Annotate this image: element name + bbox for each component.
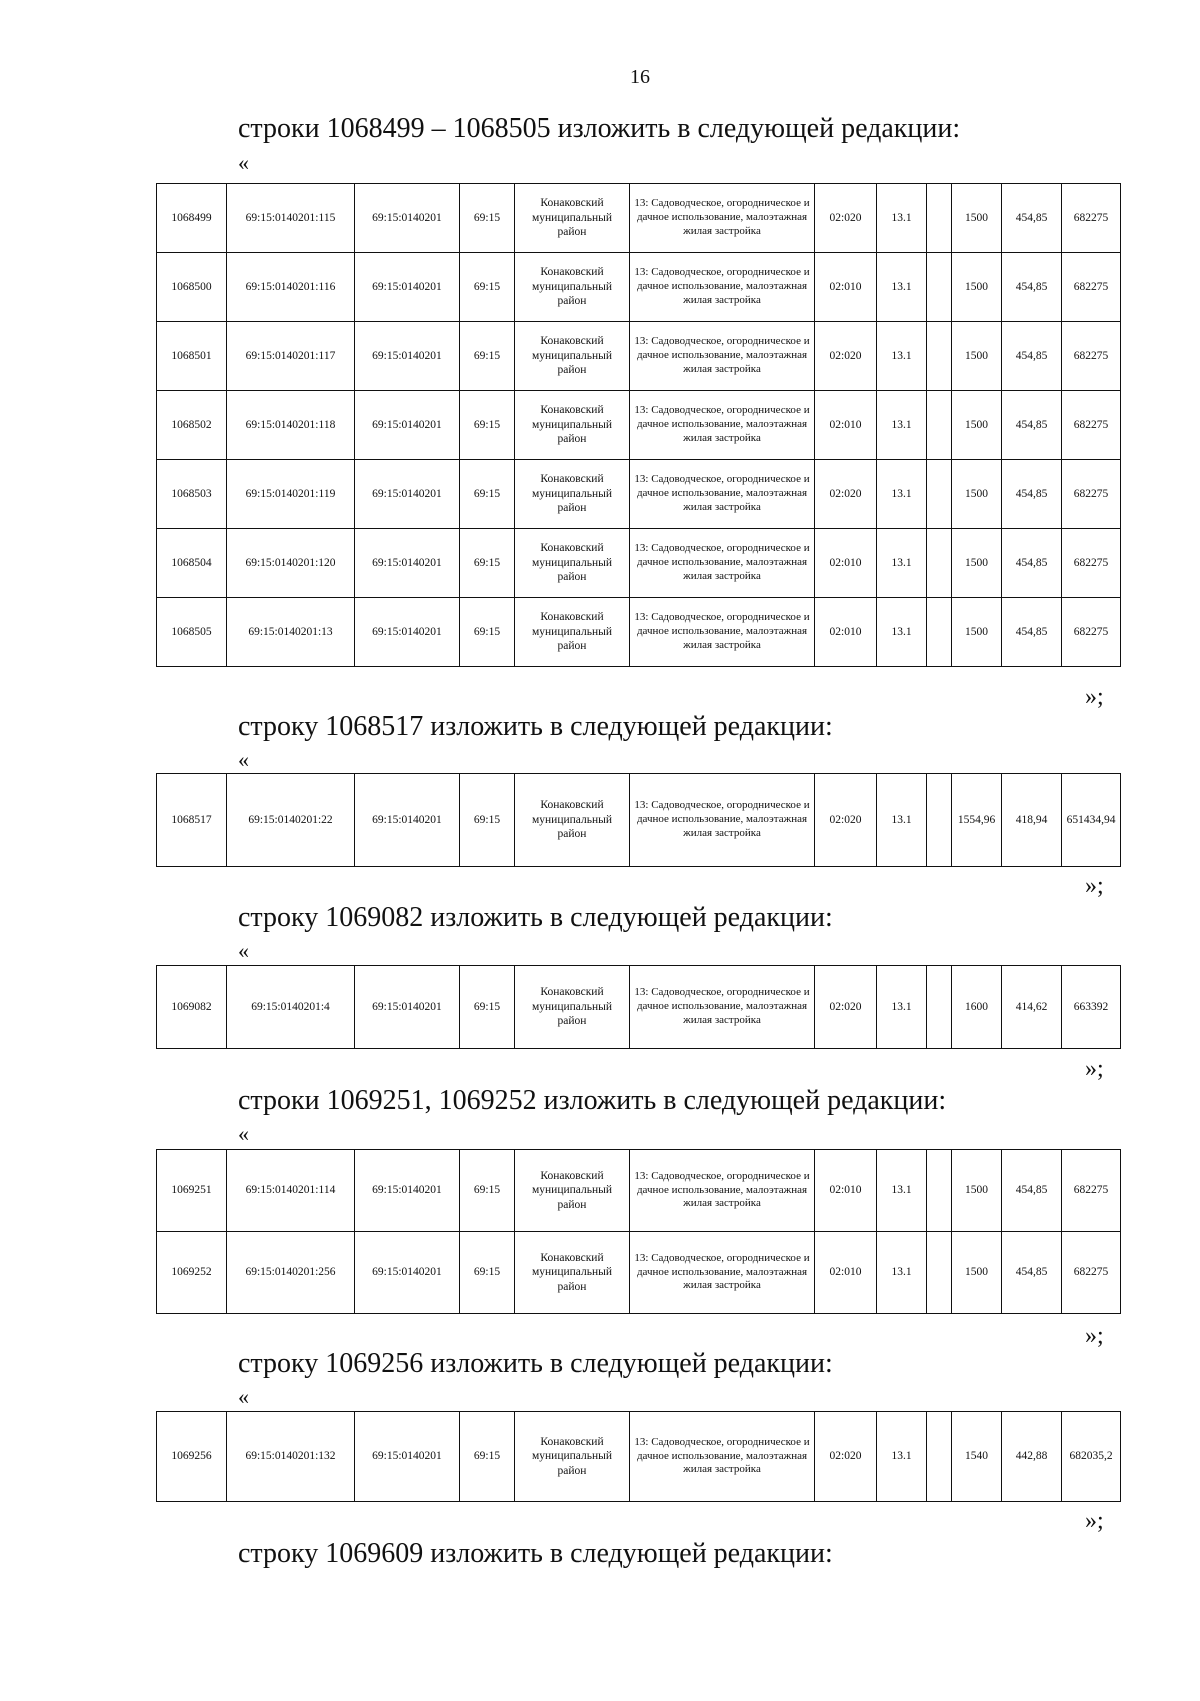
table-row bbox=[157, 322, 1121, 391]
cell-cadastral-number: 69:15:0140201:115 bbox=[227, 184, 355, 253]
cell-land-use: 13: Садоводческое, огородническое и дачное использование, малоэтажная жилая застройка bbox=[630, 774, 815, 867]
cell-empty bbox=[927, 184, 952, 253]
cell-cadastral-quarter: 69:15:0140201 bbox=[355, 598, 460, 667]
opening-quote: « bbox=[238, 1121, 249, 1146]
cell-land-use: 13: Садоводческое, огородническое и дачное использование, малоэтажная жилая застройка bbox=[630, 598, 815, 667]
cell-cadastral-quarter: 69:15:0140201 bbox=[355, 253, 460, 322]
cell-cadastral-quarter: 69:15:0140201 bbox=[355, 322, 460, 391]
cell-land-use: 13: Садоводческое, огородническое и дачное использование, малоэтажная жилая застройка bbox=[630, 1412, 815, 1502]
cell-empty bbox=[927, 1412, 952, 1502]
register-table bbox=[156, 183, 1121, 667]
register-table bbox=[156, 773, 1121, 867]
opening-quote: « bbox=[238, 747, 249, 772]
cell-cadastral-value: 682275 bbox=[1062, 391, 1121, 460]
cell-group: 13.1 bbox=[877, 460, 927, 529]
section-instruction: строку 1068517 изложить в следующей редакции: bbox=[238, 711, 833, 742]
cell-municipality: Конаковский муниципальный район bbox=[515, 598, 630, 667]
cell-district-code: 69:15 bbox=[460, 184, 515, 253]
opening-quote: « bbox=[238, 938, 249, 963]
cell-record-id: 1069251 bbox=[157, 1150, 227, 1232]
cell-cadastral-quarter: 69:15:0140201 bbox=[355, 1412, 460, 1502]
cell-record-id: 1068501 bbox=[157, 322, 227, 391]
cell-land-use: 13: Садоводческое, огородническое и дачное использование, малоэтажная жилая застройка bbox=[630, 322, 815, 391]
table-row bbox=[157, 529, 1121, 598]
cell-use-code: 02:010 bbox=[815, 253, 877, 322]
cell-empty bbox=[927, 391, 952, 460]
cell-municipality: Конаковский муниципальный район bbox=[515, 1232, 630, 1314]
section-instruction: строку 1069609 изложить в следующей редакции: bbox=[238, 1538, 833, 1569]
cell-group: 13.1 bbox=[877, 391, 927, 460]
cell-land-use: 13: Садоводческое, огородническое и дачное использование, малоэтажная жилая застройка bbox=[630, 391, 815, 460]
cell-district-code: 69:15 bbox=[460, 322, 515, 391]
cell-area: 1500 bbox=[952, 322, 1002, 391]
cell-cadastral-number: 69:15:0140201:116 bbox=[227, 253, 355, 322]
cell-cadastral-number: 69:15:0140201:256 bbox=[227, 1232, 355, 1314]
cell-cadastral-number: 69:15:0140201:4 bbox=[227, 966, 355, 1049]
opening-quote: « bbox=[238, 1384, 249, 1409]
cell-specific-value: 454,85 bbox=[1002, 460, 1062, 529]
cell-specific-value: 454,85 bbox=[1002, 1232, 1062, 1314]
cell-area: 1500 bbox=[952, 598, 1002, 667]
cell-cadastral-value: 651434,94 bbox=[1062, 774, 1121, 867]
cell-specific-value: 454,85 bbox=[1002, 253, 1062, 322]
cell-empty bbox=[927, 1150, 952, 1232]
cell-use-code: 02:010 bbox=[815, 529, 877, 598]
cell-cadastral-number: 69:15:0140201:117 bbox=[227, 322, 355, 391]
cell-cadastral-value: 682275 bbox=[1062, 1232, 1121, 1314]
cell-specific-value: 454,85 bbox=[1002, 184, 1062, 253]
cell-use-code: 02:010 bbox=[815, 1232, 877, 1314]
cell-empty bbox=[927, 529, 952, 598]
cell-empty bbox=[927, 322, 952, 391]
cell-cadastral-value: 682275 bbox=[1062, 322, 1121, 391]
table-row bbox=[157, 966, 1121, 1049]
cell-district-code: 69:15 bbox=[460, 529, 515, 598]
cell-municipality: Конаковский муниципальный район bbox=[515, 1150, 630, 1232]
cell-use-code: 02:020 bbox=[815, 460, 877, 529]
cell-area: 1500 bbox=[952, 529, 1002, 598]
cell-group: 13.1 bbox=[877, 966, 927, 1049]
cell-cadastral-quarter: 69:15:0140201 bbox=[355, 966, 460, 1049]
cell-municipality: Конаковский муниципальный район bbox=[515, 322, 630, 391]
table-row bbox=[157, 774, 1121, 867]
cell-group: 13.1 bbox=[877, 1412, 927, 1502]
cell-district-code: 69:15 bbox=[460, 774, 515, 867]
cell-land-use: 13: Садоводческое, огородническое и дачное использование, малоэтажная жилая застройка bbox=[630, 966, 815, 1049]
cell-municipality: Конаковский муниципальный район bbox=[515, 966, 630, 1049]
cell-record-id: 1068503 bbox=[157, 460, 227, 529]
cell-area: 1500 bbox=[952, 1150, 1002, 1232]
cell-area: 1500 bbox=[952, 184, 1002, 253]
cell-cadastral-value: 663392 bbox=[1062, 966, 1121, 1049]
cell-area: 1600 bbox=[952, 966, 1002, 1049]
cell-specific-value: 418,94 bbox=[1002, 774, 1062, 867]
cell-record-id: 1068504 bbox=[157, 529, 227, 598]
cell-district-code: 69:15 bbox=[460, 598, 515, 667]
cell-record-id: 1068500 bbox=[157, 253, 227, 322]
cell-district-code: 69:15 bbox=[460, 1232, 515, 1314]
cell-use-code: 02:020 bbox=[815, 322, 877, 391]
cell-municipality: Конаковский муниципальный район bbox=[515, 1412, 630, 1502]
cell-use-code: 02:020 bbox=[815, 966, 877, 1049]
cell-empty bbox=[927, 774, 952, 867]
cell-specific-value: 454,85 bbox=[1002, 391, 1062, 460]
cell-area: 1500 bbox=[952, 391, 1002, 460]
cell-district-code: 69:15 bbox=[460, 1412, 515, 1502]
table-row bbox=[157, 1412, 1121, 1502]
cell-cadastral-value: 682275 bbox=[1062, 598, 1121, 667]
cell-district-code: 69:15 bbox=[460, 1150, 515, 1232]
cell-empty bbox=[927, 1232, 952, 1314]
table-row bbox=[157, 460, 1121, 529]
section-instruction: строку 1069082 изложить в следующей редакции: bbox=[238, 902, 833, 933]
cell-specific-value: 454,85 bbox=[1002, 1150, 1062, 1232]
cell-municipality: Конаковский муниципальный район bbox=[515, 529, 630, 598]
cell-use-code: 02:010 bbox=[815, 391, 877, 460]
register-table bbox=[156, 1149, 1121, 1314]
cell-municipality: Конаковский муниципальный район bbox=[515, 774, 630, 867]
table-row bbox=[157, 1232, 1121, 1314]
table-row bbox=[157, 391, 1121, 460]
opening-quote: « bbox=[238, 150, 249, 175]
cell-use-code: 02:010 bbox=[815, 598, 877, 667]
cell-empty bbox=[927, 966, 952, 1049]
cell-use-code: 02:020 bbox=[815, 1412, 877, 1502]
cell-area: 1554,96 bbox=[952, 774, 1002, 867]
cell-cadastral-quarter: 69:15:0140201 bbox=[355, 391, 460, 460]
cell-use-code: 02:020 bbox=[815, 184, 877, 253]
cell-group: 13.1 bbox=[877, 598, 927, 667]
cell-municipality: Конаковский муниципальный район bbox=[515, 253, 630, 322]
cell-cadastral-quarter: 69:15:0140201 bbox=[355, 774, 460, 867]
cell-cadastral-value: 682035,2 bbox=[1062, 1412, 1121, 1502]
cell-cadastral-number: 69:15:0140201:118 bbox=[227, 391, 355, 460]
cell-specific-value: 454,85 bbox=[1002, 529, 1062, 598]
section-instruction: строки 1069251, 1069252 изложить в следующей редакции: bbox=[238, 1085, 947, 1116]
cell-group: 13.1 bbox=[877, 774, 927, 867]
cell-record-id: 1068505 bbox=[157, 598, 227, 667]
cell-district-code: 69:15 bbox=[460, 391, 515, 460]
closing-quote: »; bbox=[1085, 684, 1104, 710]
cell-group: 13.1 bbox=[877, 529, 927, 598]
cell-group: 13.1 bbox=[877, 253, 927, 322]
cell-record-id: 1068502 bbox=[157, 391, 227, 460]
cell-specific-value: 414,62 bbox=[1002, 966, 1062, 1049]
register-table bbox=[156, 1411, 1121, 1502]
cell-cadastral-number: 69:15:0140201:120 bbox=[227, 529, 355, 598]
table-row bbox=[157, 184, 1121, 253]
cell-cadastral-quarter: 69:15:0140201 bbox=[355, 1232, 460, 1314]
cell-record-id: 1069082 bbox=[157, 966, 227, 1049]
cell-group: 13.1 bbox=[877, 322, 927, 391]
closing-quote: »; bbox=[1085, 873, 1104, 899]
cell-specific-value: 454,85 bbox=[1002, 598, 1062, 667]
cell-district-code: 69:15 bbox=[460, 253, 515, 322]
cell-district-code: 69:15 bbox=[460, 460, 515, 529]
cell-municipality: Конаковский муниципальный район bbox=[515, 184, 630, 253]
cell-specific-value: 454,85 bbox=[1002, 322, 1062, 391]
cell-cadastral-value: 682275 bbox=[1062, 184, 1121, 253]
cell-land-use: 13: Садоводческое, огородническое и дачное использование, малоэтажная жилая застройка bbox=[630, 1150, 815, 1232]
cell-record-id: 1069256 bbox=[157, 1412, 227, 1502]
cell-area: 1500 bbox=[952, 1232, 1002, 1314]
cell-group: 13.1 bbox=[877, 1150, 927, 1232]
cell-cadastral-number: 69:15:0140201:119 bbox=[227, 460, 355, 529]
cell-cadastral-quarter: 69:15:0140201 bbox=[355, 529, 460, 598]
cell-cadastral-quarter: 69:15:0140201 bbox=[355, 184, 460, 253]
cell-group: 13.1 bbox=[877, 184, 927, 253]
cell-record-id: 1068499 bbox=[157, 184, 227, 253]
cell-empty bbox=[927, 460, 952, 529]
cell-land-use: 13: Садоводческое, огородническое и дачное использование, малоэтажная жилая застройка bbox=[630, 253, 815, 322]
cell-area: 1540 bbox=[952, 1412, 1002, 1502]
cell-record-id: 1069252 bbox=[157, 1232, 227, 1314]
cell-cadastral-number: 69:15:0140201:13 bbox=[227, 598, 355, 667]
cell-use-code: 02:010 bbox=[815, 1150, 877, 1232]
section-instruction: строку 1069256 изложить в следующей редакции: bbox=[238, 1348, 833, 1379]
closing-quote: »; bbox=[1085, 1056, 1104, 1082]
cell-empty bbox=[927, 598, 952, 667]
cell-land-use: 13: Садоводческое, огородническое и дачное использование, малоэтажная жилая застройка bbox=[630, 184, 815, 253]
cell-cadastral-value: 682275 bbox=[1062, 253, 1121, 322]
cell-cadastral-quarter: 69:15:0140201 bbox=[355, 1150, 460, 1232]
table-row bbox=[157, 253, 1121, 322]
cell-cadastral-value: 682275 bbox=[1062, 529, 1121, 598]
cell-empty bbox=[927, 253, 952, 322]
cell-cadastral-number: 69:15:0140201:114 bbox=[227, 1150, 355, 1232]
cell-area: 1500 bbox=[952, 253, 1002, 322]
section-instruction: строки 1068499 – 1068505 изложить в следующей редакции: bbox=[238, 113, 961, 144]
cell-cadastral-number: 69:15:0140201:22 bbox=[227, 774, 355, 867]
cell-cadastral-value: 682275 bbox=[1062, 1150, 1121, 1232]
cell-specific-value: 442,88 bbox=[1002, 1412, 1062, 1502]
cell-municipality: Конаковский муниципальный район bbox=[515, 391, 630, 460]
closing-quote: »; bbox=[1085, 1508, 1104, 1534]
table-row bbox=[157, 598, 1121, 667]
cell-land-use: 13: Садоводческое, огородническое и дачное использование, малоэтажная жилая застройка bbox=[630, 529, 815, 598]
cell-use-code: 02:020 bbox=[815, 774, 877, 867]
cell-cadastral-value: 682275 bbox=[1062, 460, 1121, 529]
cell-district-code: 69:15 bbox=[460, 966, 515, 1049]
cell-cadastral-quarter: 69:15:0140201 bbox=[355, 460, 460, 529]
cell-area: 1500 bbox=[952, 460, 1002, 529]
cell-cadastral-number: 69:15:0140201:132 bbox=[227, 1412, 355, 1502]
cell-group: 13.1 bbox=[877, 1232, 927, 1314]
register-table bbox=[156, 965, 1121, 1049]
cell-record-id: 1068517 bbox=[157, 774, 227, 867]
closing-quote: »; bbox=[1085, 1323, 1104, 1349]
table-row bbox=[157, 1150, 1121, 1232]
cell-municipality: Конаковский муниципальный район bbox=[515, 460, 630, 529]
cell-land-use: 13: Садоводческое, огородническое и дачное использование, малоэтажная жилая застройка bbox=[630, 460, 815, 529]
page-number: 16 bbox=[630, 66, 650, 88]
cell-land-use: 13: Садоводческое, огородническое и дачное использование, малоэтажная жилая застройка bbox=[630, 1232, 815, 1314]
